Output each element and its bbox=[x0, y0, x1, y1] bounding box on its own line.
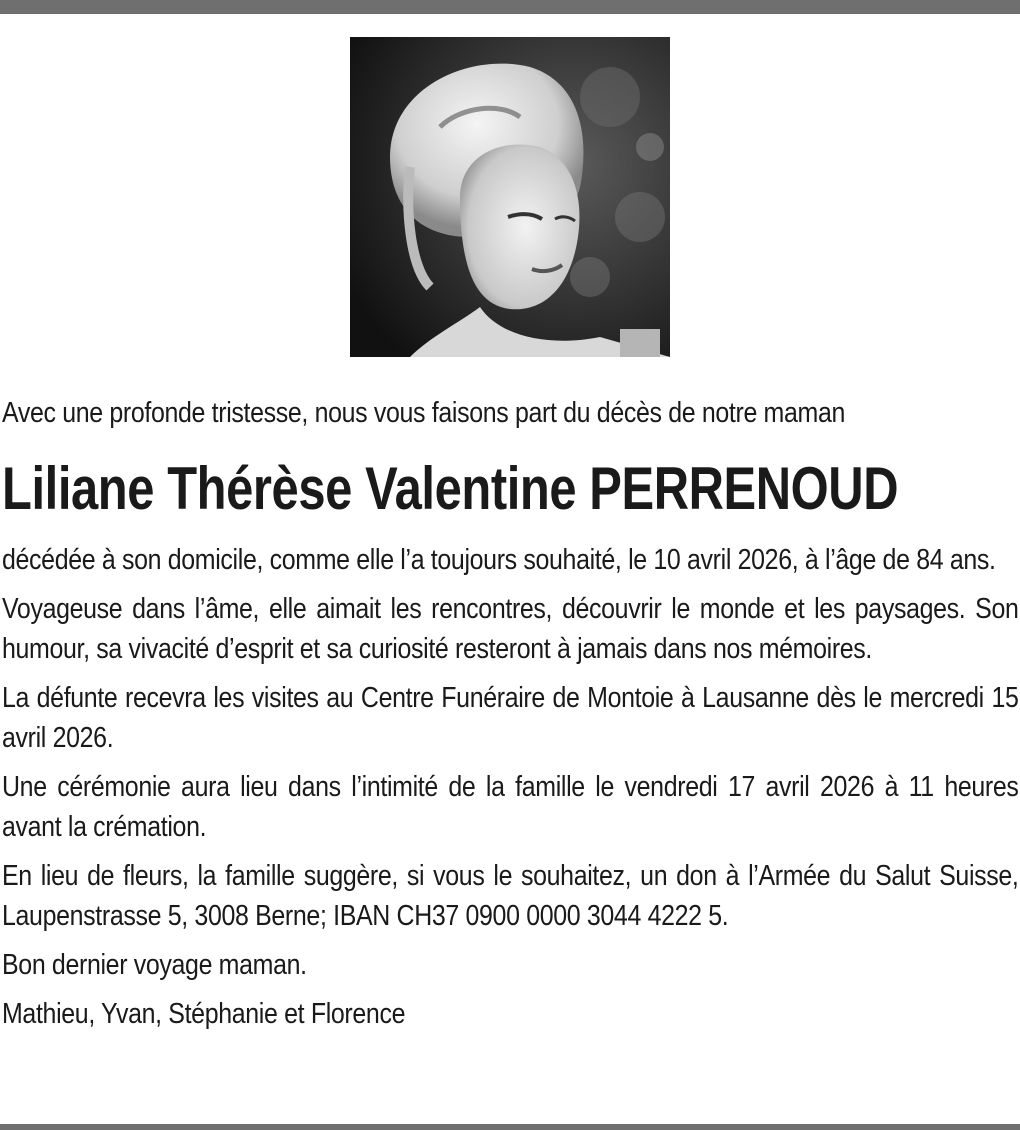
portrait-photo bbox=[350, 37, 670, 357]
paragraph-tribute: Voyageuse dans l’âme, elle aimait les rencontres, découvrir le monde et les paysages. Son humour, sa vivacité d’esprit et sa curiosité resteront à jamais dans nos mémoires. bbox=[2, 593, 1019, 665]
deceased-name: Liliane Thérèse Valentine PERRENOUD bbox=[2, 455, 899, 522]
paragraph-death: décédée à son domicile, comme elle l’a toujours souhaité, le 10 avril 2026, à l’âge de 84 ans. bbox=[2, 544, 996, 576]
paragraph-visits: La défunte recevra les visites au Centre Funéraire de Montoie à Lausanne dès le mercredi 15 avril 2026. bbox=[2, 682, 1019, 754]
paragraph-donation: En lieu de fleurs, la famille suggère, si vous le souhaitez, un don à l’Armée du Salut Suisse, Laupenstrasse 5, 3008 Berne; IBAN CH37 0900 0000 3044 4222 5. bbox=[2, 860, 1019, 932]
portrait-photo-icon bbox=[350, 37, 670, 357]
top-rule bbox=[0, 0, 1020, 14]
signature-family: Mathieu, Yvan, Stéphanie et Florence bbox=[2, 998, 406, 1030]
notice-body bbox=[2, 540, 1019, 1043]
intro-line bbox=[2, 393, 877, 433]
paragraph-farewell: Bon dernier voyage maman. bbox=[2, 949, 307, 981]
paragraph-ceremony: Une cérémonie aura lieu dans l’intimité de la famille le vendredi 17 avril 2026 à 11 heures avant la crémation. bbox=[2, 771, 1019, 843]
bottom-rule bbox=[0, 1124, 1020, 1130]
intro-text: Avec une profonde tristesse, nous vous faisons part du décès de notre maman bbox=[2, 397, 846, 429]
